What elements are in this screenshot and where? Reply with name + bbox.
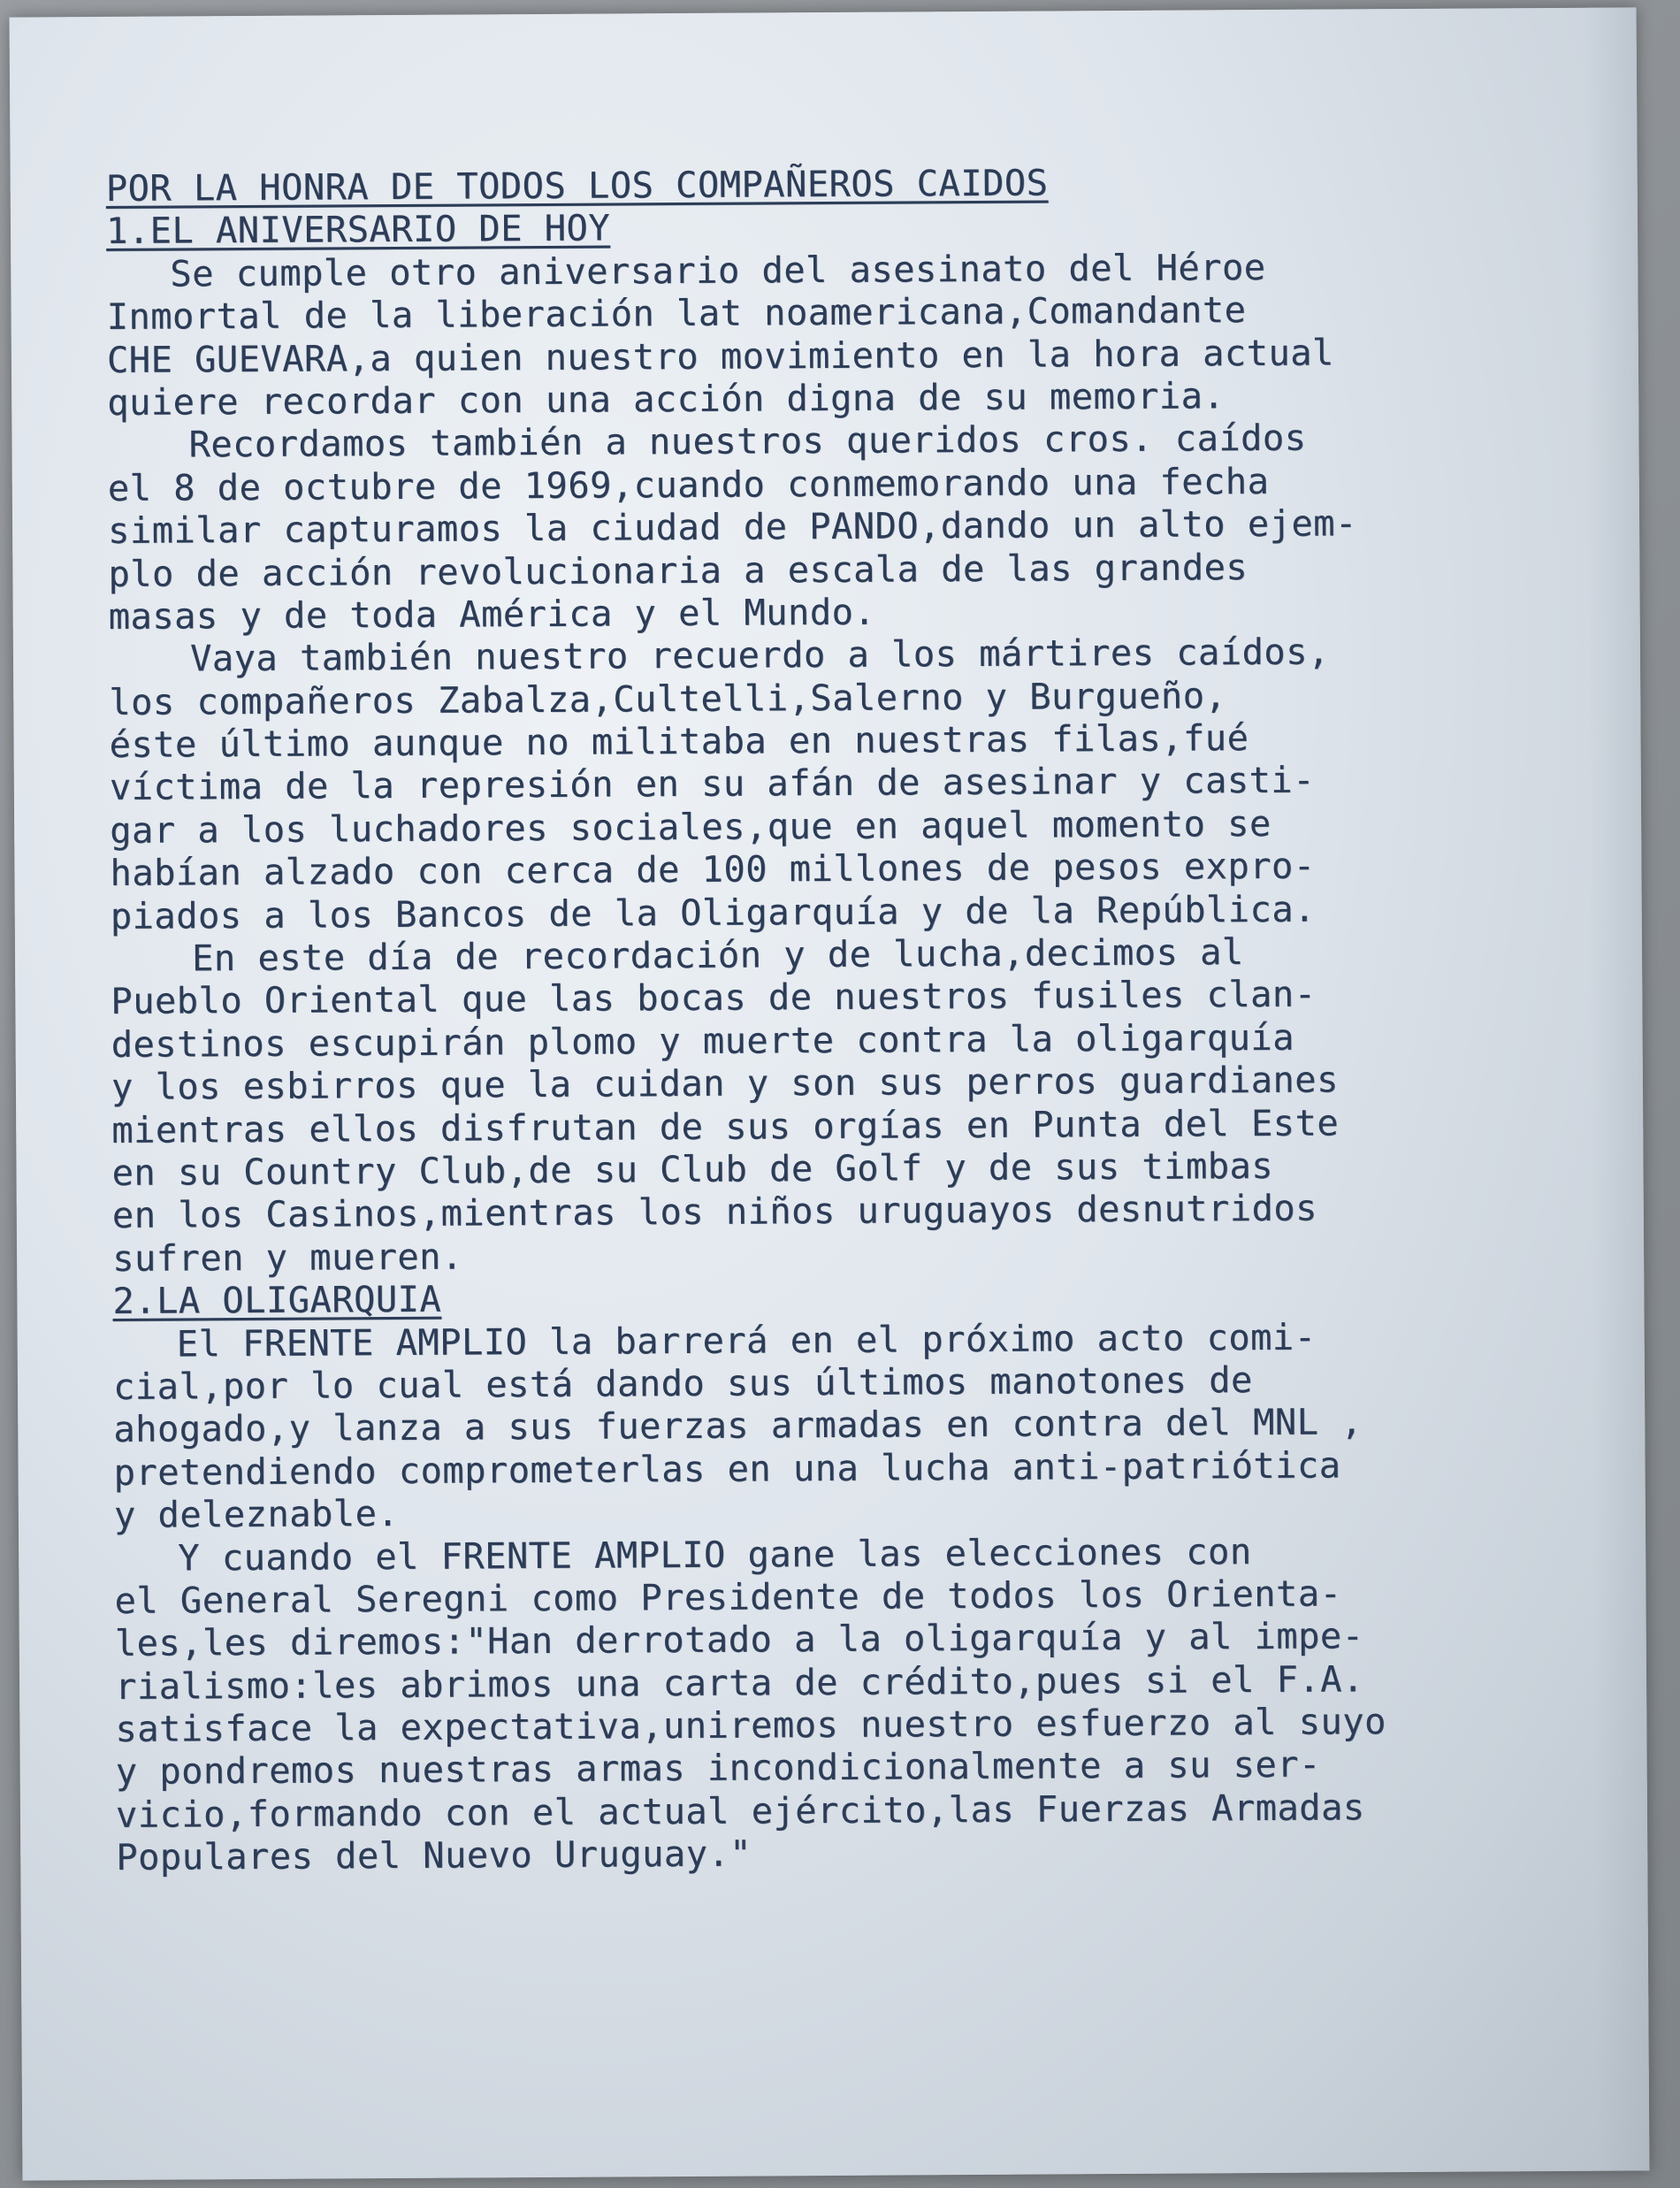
text-line: el 8 de octubre de 1969,cuando conmemorando una fecha <box>107 459 1270 509</box>
text-line: Recordamos también a nuestros queridos cros. caídos <box>188 417 1307 466</box>
text-line: sufren y mueren. <box>111 1235 463 1280</box>
text-line: Populares del Nuevo Uruguay." <box>116 1832 752 1879</box>
text-line: víctima de la represión en su afán de asesinar y casti- <box>109 759 1316 809</box>
text-line: ahogado,y lanza a sus fuerzas armadas en contra del MNL , <box>113 1400 1363 1451</box>
section-2-heading: 2.LA OLIGARQUIA <box>112 1277 442 1323</box>
text-line: mientras ellos disfrutan de sus orgías en Punta del Este <box>111 1101 1340 1151</box>
typewritten-page <box>10 7 1650 2180</box>
text-line: Vaya también nuestro recuerdo a los mártires caídos, <box>189 630 1330 680</box>
text-line: y deleznable. <box>113 1492 400 1537</box>
section-1-heading: 1.EL ANIVERSARIO DE HOY <box>105 206 611 253</box>
document-text <box>106 158 1620 1879</box>
text-line: Y cuando el FRENTE AMPLIO gane las elecciones con <box>178 1529 1252 1580</box>
text-line: El FRENTE AMPLIO la barrerá en el próximo acto comi- <box>176 1315 1317 1366</box>
text-line: destinos escupirán plomo y muerte contra la oligarquía <box>111 1015 1295 1066</box>
text-line: los compañeros Zabalza,Cultelli,Salerno y Burgueño, <box>109 673 1227 723</box>
document-title: POR LA HONRA DE TODOS LOS COMPAÑEROS CAIDOS <box>105 161 1049 210</box>
text-line: en su Country Club,de su Club de Golf y de sus timbas <box>111 1144 1274 1194</box>
text-line: similar capturamos la ciudad de PANDO,dando un alto ejem- <box>107 501 1357 553</box>
text-line: vicio,formando con el actual ejército,las Fuerzas Armadas <box>115 1786 1365 1836</box>
text-line: y pondremos nuestras armas incondicionalmente a su ser- <box>115 1743 1321 1794</box>
text-line: piados a los Bancos de la Oligarquía y de la República. <box>110 887 1316 937</box>
text-line: habían alzado con cerca de 100 millones de pesos expro- <box>110 844 1316 895</box>
text-line: el General Seregni como Presidente de todos los Orienta- <box>114 1572 1342 1622</box>
text-line: satisface la expectativa,uniremos nuestro esfuerzo al suyo <box>115 1700 1386 1751</box>
text-line: CHE GUEVARA,a quien nuestro movimiento en la hora actual <box>106 331 1334 381</box>
text-line: pretendiendo comprometerlas en una lucha anti-patriótica <box>113 1443 1341 1494</box>
text-line: les,les diremos:"Han derrotado a la oligarquía y al impe- <box>114 1614 1364 1665</box>
text-line: gar a los luchadores sociales,que en aquel momento se <box>110 801 1271 852</box>
text-line: rialismo:les abrimos una carta de crédito,pues si el F.A. <box>114 1656 1364 1708</box>
text-line: masas y de toda América y el Mundo. <box>108 590 876 638</box>
text-line: plo de acción revolucionaria a escala de las grandes <box>108 545 1249 595</box>
text-line: éste último aunque no militaba en nuestras filas,fué <box>109 716 1249 767</box>
text-line: en los Casinos,mientras los niños uruguayos desnutridos <box>111 1187 1318 1237</box>
text-line: En este día de recordación y de lucha,decimos al <box>191 930 1244 980</box>
text-line: quiere recordar con una acción digna de su memoria. <box>107 374 1226 424</box>
text-line: Inmortal de la liberación lat noamericana,Comandante <box>106 288 1247 339</box>
text-line: Pueblo Oriental que las bocas de nuestros fusiles clan- <box>111 973 1317 1023</box>
text-line: Se cumple otro aniversario del asesinato del Héroe <box>170 245 1266 295</box>
text-line: y los esbirros que la cuidan y son sus perros guardianes <box>111 1058 1339 1109</box>
text-line: cial,por lo cual está dando sus últimos manotones de <box>112 1358 1253 1408</box>
